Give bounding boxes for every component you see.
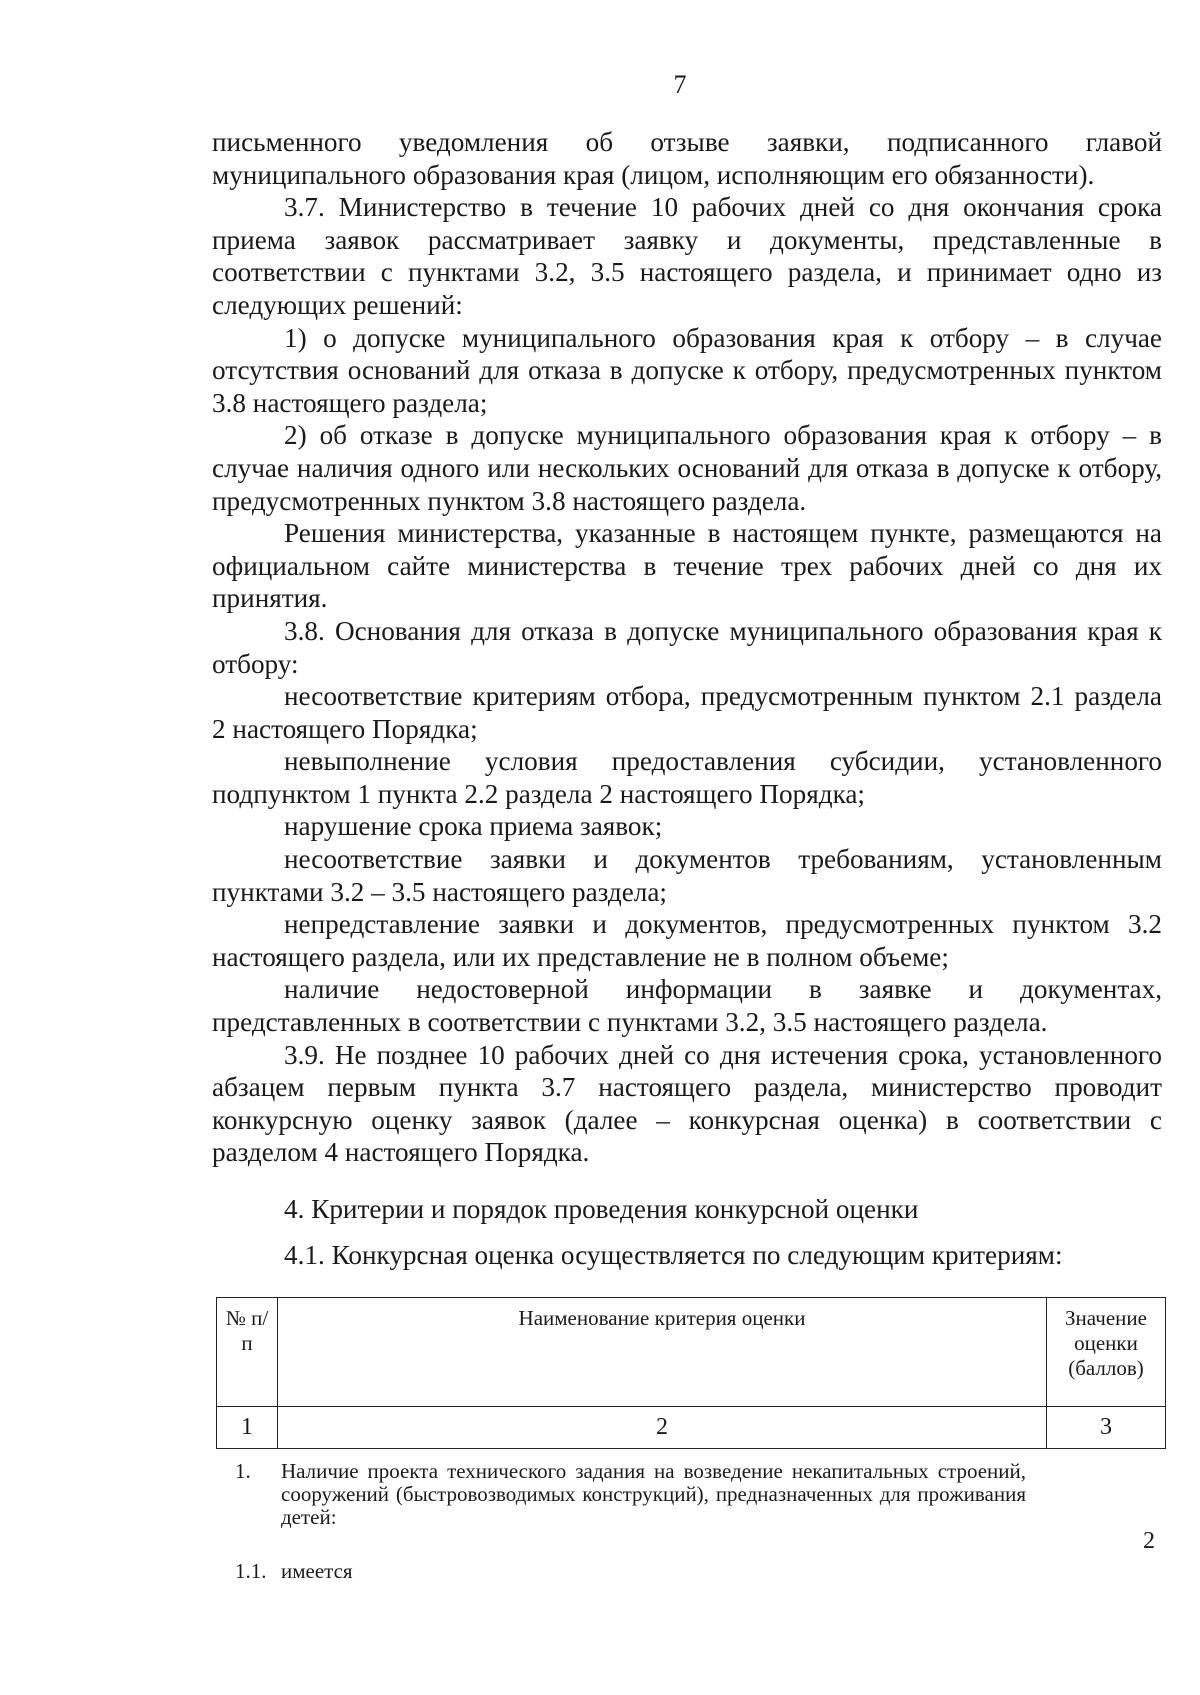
- criteria-item-number: 1.1.: [235, 1559, 267, 1583]
- document-body: [212, 126, 1162, 1169]
- paragraph-3-8: 3.8. Основания для отказа в допуске муниципального образования края к отбору:: [212, 615, 1162, 679]
- paragraph-ground-3: нарушение срока приема заявок;: [284, 811, 663, 842]
- criteria-item-score: [1026, 1460, 1165, 1529]
- header-criterion-name: Наименование критерия оценки: [278, 1298, 1047, 1407]
- criteria-item-score: 2: [1143, 1528, 1155, 1554]
- paragraph-continuation: письменного уведомления об отзыве заявки, подписанного главой муниципального образования края (лицом, исполняющим его обязанности).: [212, 127, 1162, 190]
- criteria-item-text: имеется: [281, 1559, 353, 1583]
- paragraph-3-7-item-1: 1) о допуске муниципального образования края к отбору – в случае отсутствия оснований для отказа в допуске к отбору, предусмотренных пунктом 3.8 настоящего раздела;: [212, 322, 1162, 418]
- criteria-item: [235, 1528, 1165, 1583]
- criteria-item-text: Наличие проекта технического задания на возведение некапитальных строений, сооружений (быстровозводимых конструкций), предназначенных для проживания детей:: [281, 1459, 1026, 1529]
- header-number: № п/п: [217, 1298, 278, 1407]
- paragraph-ground-1: несоответствие критериям отбора, предусмотренным пунктом 2.1 раздела 2 настоящего Порядка;: [212, 681, 1162, 744]
- criteria-item: [235, 1460, 1165, 1529]
- paragraph-decisions: Решения министерства, указанные в настоящем пункте, размещаются на официальном сайте министерства в течение трех рабочих дней со дня их принятия.: [212, 518, 1162, 614]
- table-header-row: [217, 1298, 1166, 1407]
- section-heading: 4. Критерии и порядок проведения конкурсной оценки: [284, 1194, 919, 1224]
- paragraph-3-9: 3.9. Не позднее 10 рабочих дней со дня истечения срока, установленного абзацем первым пункта 3.7 настоящего раздела, министерство проводит конкурсную оценку заявок (далее – конкурсная оценка) в соответствии с разделом 4 настоящего Порядка.: [212, 1039, 1162, 1168]
- criteria-intro: 4.1. Конкурсная оценка осуществляется по следующим критериям:: [284, 1240, 1063, 1270]
- index-cell-3: 3: [1047, 1407, 1166, 1449]
- criteria-item-number: 1.: [235, 1459, 251, 1483]
- paragraph-ground-4: несоответствие заявки и документов требованиям, установленным пунктами 3.2 – 3.5 настоящего раздела;: [212, 844, 1162, 907]
- paragraph-ground-5: непредставление заявки и документов, предусмотренных пунктом 3.2 настоящего раздела, или их представление не в полном объеме;: [212, 909, 1162, 972]
- table-index-row: [217, 1407, 1166, 1449]
- paragraph-3-7-item-2: 2) об отказе в допуске муниципального образования края к отбору – в случае наличия одного или нескольких оснований для отказа в допуске к отбору, предусмотренных пунктом 3.8 настоящего раздела.: [212, 420, 1162, 516]
- page-number: 7: [673, 70, 687, 99]
- paragraph-ground-2: невыполнение условия предоставления субсидии, установленного подпунктом 1 пункта 2.2 раздела 2 настоящего Порядка;: [212, 746, 1162, 809]
- paragraph-3-7: 3.7. Министерство в течение 10 рабочих дней со дня окончания срока приема заявок рассматривает заявку и документы, представленные в соответствии с пунктами 3.2, 3.5 настоящего раздела, и принимает одно из следующих решений:: [212, 192, 1162, 320]
- index-cell-1: 1: [217, 1407, 278, 1449]
- index-cell-2: 2: [278, 1407, 1047, 1449]
- criteria-table: [216, 1297, 1166, 1449]
- paragraph-ground-6: наличие недостоверной информации в заявке и документах, представленных в соответствии с пунктами 3.2, 3.5 настоящего раздела.: [212, 974, 1162, 1038]
- header-score-value: Значение оценки (баллов): [1047, 1298, 1166, 1407]
